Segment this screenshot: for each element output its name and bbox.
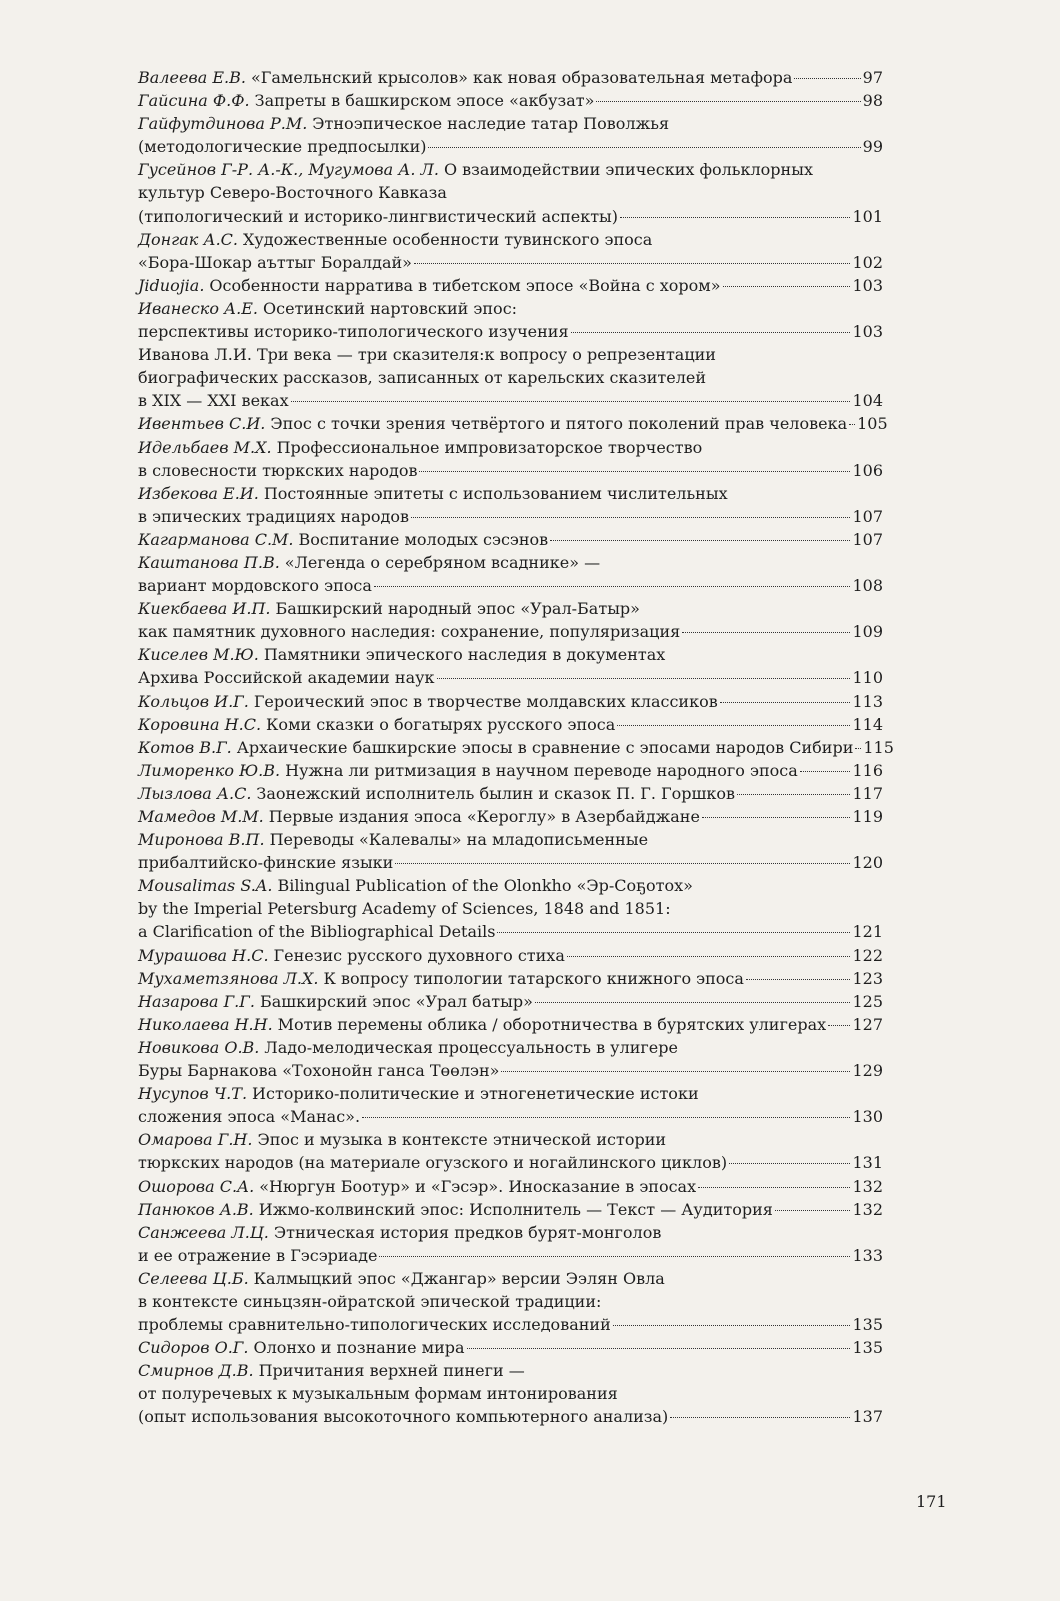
dot-leader [800,771,851,772]
toc-entry [138,274,883,297]
toc-entry-line [138,920,883,943]
toc-entry [138,643,883,689]
toc-entry-line [138,897,883,920]
dot-leader [613,1325,851,1326]
toc-title: «Бора-Шокар аъттыг Боралдай» [138,252,412,272]
toc-page-number: 130 [852,1107,883,1127]
toc-title: проблемы сравнительно-типологических исследований [138,1315,611,1335]
dot-leader [702,817,851,818]
toc-entry [138,528,883,551]
toc-entry [138,1036,883,1082]
toc-author: Смирнов Д.В. [138,1361,254,1381]
toc-entry-line [138,436,883,459]
toc-page-number: 97 [862,68,883,87]
dot-leader [670,1417,850,1418]
toc-entry-line [138,944,883,967]
toc-entry-line [138,690,883,713]
toc-title: Переводы «Калевалы» на младописьменные [269,830,649,850]
toc-author: Каштанова П.В. [138,552,280,572]
toc-entry-line [138,643,883,666]
toc-entry [138,1013,883,1036]
toc-page-number: 135 [852,1315,883,1335]
toc-author: Гусейнов Г-Р. А.-К., Мугумова А. Л. [138,160,439,180]
toc-author: Коровина Н.С. [138,714,262,734]
toc-author: Jiduojia. [138,275,205,295]
toc-title: Олонхо и познание мира [253,1338,465,1358]
dot-leader [746,979,851,980]
dot-leader [682,632,850,633]
toc-entry-line [138,828,883,851]
toc-entry-line [138,389,883,412]
toc-page-number: 103 [852,322,883,342]
toc-page-number: 120 [852,853,883,873]
toc-entry [138,1267,883,1336]
toc-title: Генезис русского духовного стиха [273,945,565,965]
table-of-contents [138,66,894,1429]
toc-entry-line [138,1405,883,1428]
toc-entry-line [138,66,883,89]
toc-entry [138,990,883,1013]
toc-entry-line [138,1105,883,1128]
toc-entry-line [138,1267,883,1290]
toc-entry-line [138,181,883,204]
dot-leader [362,1117,850,1118]
toc-title: Профессиональное импровизаторское творчество [276,437,703,457]
toc-entry-line [138,1013,883,1036]
page-number: 171 [916,1492,947,1511]
toc-entry-line [138,482,883,505]
toc-title: О взаимодействии эпических фольклорных [443,160,813,180]
toc-title: вариант мордовского эпоса [138,576,372,596]
toc-author: Панюков А.В. [138,1199,254,1219]
toc-page-number: 115 [863,737,894,757]
toc-title: перспективы историко-типологического изучения [138,322,569,342]
toc-entry-line [138,320,883,343]
toc-entry-line [138,736,894,759]
toc-entry-line [138,112,883,135]
toc-author: Селеева Ц.Б. [138,1268,249,1288]
toc-entry-line [138,89,883,112]
toc-page-number: 109 [852,622,883,642]
toc-title: Запреты в башкирском эпосе «акбузат» [254,91,595,111]
toc-title: в контексте синьцзян-ойратской эпической традиции: [138,1291,602,1311]
toc-author: Гайсина Ф.Ф. [138,91,250,111]
dot-leader [395,863,850,864]
dot-leader [698,1187,850,1188]
toc-author: Гайфутдинова Р.М. [138,114,308,134]
toc-entry [138,1082,883,1128]
toc-entry [138,412,888,435]
toc-entry-line [138,1198,883,1221]
toc-title: Памятники эпического наследия в документах [263,645,666,665]
toc-entry-line [138,574,883,597]
toc-page-number: 103 [852,275,883,295]
dot-leader [729,1163,850,1164]
dot-leader [855,748,861,749]
dot-leader [379,1256,850,1257]
toc-title: a Clarification of the Bibliographical Details [138,922,496,942]
toc-title: в словесности тюркских народов [138,460,418,480]
toc-title: Постоянные эпитеты с использованием числительных [263,483,728,503]
toc-title: Архива Российской академии наук [138,668,435,688]
toc-entry [138,1128,883,1174]
toc-page-number: 98 [862,91,883,111]
toc-entry [138,874,883,943]
toc-entry-line [138,1082,883,1105]
dot-leader [849,424,855,425]
toc-author: Донгак А.С. [138,229,238,249]
toc-entry-line [138,620,883,643]
toc-page-number: 104 [852,391,883,411]
dot-leader [596,101,860,102]
toc-entry-line [138,1244,883,1267]
dot-leader [497,932,850,933]
toc-entry-line [138,297,883,320]
toc-title: Этническая история предков бурят-монголов [273,1222,662,1242]
toc-entry [138,805,883,828]
toc-author: Валеева Е.В. [138,68,246,87]
toc-entry-line [138,1359,883,1382]
toc-entry [138,713,883,736]
toc-page-number: 137 [852,1407,883,1427]
dot-leader [571,332,851,333]
toc-page-number: 107 [852,529,883,549]
toc-author: Миронова В.П. [138,830,265,850]
dot-leader [414,263,851,264]
toc-title: (типологический и историко-лингвистический аспекты) [138,206,619,226]
toc-entry [138,436,883,482]
toc-title: биографических рассказов, записанных от карельских сказителей [138,368,707,388]
toc-title: Башкирский эпос «Урал батыр» [259,991,533,1011]
toc-title: Мотив перемены облика / оборотничества в бурятских улигерах [277,1014,827,1034]
dot-leader [617,725,850,726]
dot-leader [501,1071,850,1072]
dot-leader [419,471,850,472]
toc-title: Нужна ли ритмизация в научном переводе народного эпоса [285,760,798,780]
toc-page-number: 132 [852,1176,883,1196]
toc-page-number: 125 [852,991,883,1011]
toc-title: и ее отражение в Гэсэриаде [138,1245,378,1265]
toc-entry-line [138,551,883,574]
toc-entry-line [138,805,883,828]
toc-author: Лызлова А.С. [138,783,252,803]
toc-page-number: 117 [852,783,883,803]
toc-title: сложения эпоса «Манас». [138,1107,361,1127]
toc-page-number: 122 [852,945,883,965]
dot-leader [467,1348,851,1349]
toc-page-number: 133 [852,1245,883,1265]
toc-entry-line [138,1221,883,1244]
toc-entry-line [138,1059,883,1082]
dot-leader [828,1025,850,1026]
toc-title: в эпических традициях народов [138,506,410,526]
dot-leader [567,956,851,957]
toc-page-number: 129 [852,1061,883,1081]
toc-entry-line [138,343,883,366]
toc-entry-line [138,1290,883,1313]
toc-entry [138,1336,883,1359]
toc-page-number: 119 [852,807,883,826]
toc-entry [138,1198,883,1221]
toc-author: Мухаметзянова Л.Х. [138,968,319,988]
toc-title: прибалтийско-финские языки [138,853,394,873]
toc-page-number: 101 [852,206,883,226]
toc-author: Идельбаев М.Х. [138,437,272,457]
toc-author: Киселев М.Ю. [138,645,259,665]
toc-title: Этноэпическое наследие татар Поволжья [312,114,670,134]
toc-title: Коми сказки о богатырях русского эпоса [266,714,616,734]
toc-title: К вопросу типологии татарского книжного эпоса [323,968,744,988]
toc-entry-line [138,528,883,551]
toc-title: «Легенда о серебряном всаднике» — [284,552,601,572]
toc-title: от полуречевых к музыкальным формам интонирования [138,1384,618,1404]
toc-title: Архаические башкирские эпосы в сравнение с эпосами народов Сибири [236,737,854,757]
toc-entry-line [138,228,883,251]
toc-title: Эпос и музыка в контексте этнической истории [257,1130,667,1150]
toc-author: Mousalimas S.A. [138,876,273,896]
toc-author: Мамедов М.М. [138,807,264,826]
toc-entry-line [138,782,883,805]
toc-title: Ладо-мелодическая процессуальность в улигере [264,1037,678,1057]
toc-title: Башкирский народный эпос «Урал-Батыр» [275,599,640,619]
toc-entry-line [138,135,883,158]
toc-entry-line [138,1336,883,1359]
toc-entry-line [138,874,883,897]
toc-entry [138,782,883,805]
toc-author: Киекбаева И.П. [138,599,271,619]
toc-entry [138,228,883,274]
toc-title: культур Северо-Восточного Кавказа [138,183,447,203]
toc-entry-line [138,505,883,528]
dot-leader [411,517,850,518]
toc-title: (методологические предпосылки) [138,137,427,157]
toc-page-number: 127 [852,1014,883,1034]
toc-entry [138,1221,883,1267]
toc-author: Кольцов И.Г. [138,691,249,711]
toc-author: Омарова Г.Н. [138,1130,253,1150]
toc-title: «Гамельнский крысолов» как новая образовательная метафора [250,68,793,87]
toc-title: Иванова Л.И. Три века — три сказителя:к вопросу о репрезентации [138,345,716,365]
toc-title: Буры Барнакова «Тохонойн ганса Төөлэн» [138,1061,500,1081]
dot-leader [794,78,860,79]
toc-page-number: 114 [852,714,883,734]
dot-leader [775,1210,851,1211]
toc-title: Эпос с точки зрения четвёртого и пятого поколений прав человека [270,414,848,434]
toc-title: в XIX — XXI веках [138,391,289,411]
toc-page-number: 102 [852,252,883,272]
toc-entry [138,551,883,597]
toc-entry-line [138,967,883,990]
toc-title: «Нюргун Боотур» и «Гэсэр». Иносказание в эпосах [259,1176,697,1196]
toc-entry [138,828,883,874]
dot-leader [437,678,851,679]
toc-entry [138,759,883,782]
toc-entry-line [138,1382,883,1405]
toc-page-number: 113 [852,691,883,711]
toc-entry-line [138,1151,883,1174]
toc-entry-line [138,1128,883,1151]
toc-title: Осетинский нартовский эпос: [263,298,518,318]
toc-entry [138,944,883,967]
toc-entry [138,297,883,343]
toc-entry-line [138,1313,883,1336]
toc-author: Кагарманова С.М. [138,529,294,549]
toc-title: by the Imperial Petersburg Academy of Sciences, 1848 and 1851: [138,899,671,919]
toc-title: Особенности нарратива в тибетском эпосе «Война с хором» [209,275,721,295]
toc-page-number: 99 [862,137,883,157]
toc-title: Причитания верхней пинеги — [258,1361,525,1381]
toc-page-number: 110 [852,668,883,688]
toc-author: Мурашова Н.С. [138,945,269,965]
toc-page-number: 105 [857,414,888,434]
toc-title: Воспитание молодых сэсэнов [298,529,549,549]
toc-author: Назарова Г.Г. [138,991,255,1011]
toc-title: Героический эпос в творчестве молдавских классиков [253,691,718,711]
toc-entry-line [138,412,888,435]
toc-author: Нусупов Ч.Т. [138,1084,248,1104]
dot-leader [620,217,850,218]
toc-entry-line [138,459,883,482]
toc-author: Лиморенко Ю.В. [138,760,281,780]
toc-entry [138,66,883,89]
toc-author: Иванеско А.Е. [138,298,259,318]
toc-page-number: 135 [852,1338,883,1358]
toc-title: Художественные особенности тувинского эпоса [242,229,653,249]
toc-author: Ошорова С.А. [138,1176,255,1196]
toc-page-number: 131 [852,1153,883,1173]
toc-entry [138,89,883,112]
toc-title: тюркских народов (на материале огузского и ногайлинского циклов) [138,1153,728,1173]
toc-entry-line [138,713,883,736]
toc-entry-line [138,251,883,274]
dot-leader [720,702,851,703]
toc-entry [138,1359,883,1428]
toc-entry-line [138,366,883,389]
toc-entry-line [138,205,883,228]
toc-page-number: 132 [852,1199,883,1219]
dot-leader [291,401,851,402]
toc-title: (опыт использования высокоточного компьютерного анализа) [138,1407,669,1427]
toc-page-number: 106 [852,460,883,480]
dot-leader [428,147,860,148]
toc-entry-line [138,597,883,620]
toc-author: Николаева Н.Н. [138,1014,273,1034]
toc-title: как памятник духовного наследия: сохранение, популяризация [138,622,681,642]
dot-leader [550,540,850,541]
toc-entry [138,343,883,412]
toc-author: Санжеева Л.Ц. [138,1222,269,1242]
toc-entry [138,1175,883,1198]
toc-page-number: 108 [852,576,883,596]
toc-entry [138,597,883,643]
toc-entry-line [138,158,883,181]
dot-leader [374,586,851,587]
dot-leader [535,1002,851,1003]
toc-entry-line [138,1175,883,1198]
toc-entry-line [138,990,883,1013]
toc-entry [138,690,883,713]
toc-author: Котов В.Г. [138,737,232,757]
toc-entry-line [138,274,883,297]
toc-title: Историко-политические и этногенетические истоки [252,1084,699,1104]
dot-leader [737,794,850,795]
toc-author: Сидоров О.Г. [138,1338,249,1358]
toc-entry [138,112,883,158]
toc-title: Калмыцкий эпос «Джангар» версии Ээлян Овла [253,1268,665,1288]
dot-leader [723,286,851,287]
toc-page-number: 107 [852,506,883,526]
toc-author: Избекова Е.И. [138,483,259,503]
toc-author: Новикова О.В. [138,1037,260,1057]
toc-entry [138,158,883,227]
toc-entry [138,736,894,759]
toc-entry-line [138,759,883,782]
toc-entry [138,967,883,990]
toc-title: Bilingual Publication of the Olonkho «Эр-Соҕотох» [277,876,693,896]
toc-entry-line [138,666,883,689]
toc-title: Заонежский исполнитель былин и сказок П. Г. Горшков [256,783,735,803]
toc-page-number: 123 [852,968,883,988]
toc-entry-line [138,1036,883,1059]
toc-page-number: 116 [852,760,883,780]
toc-title: Первые издания эпоса «Кероглу» в Азербайджане [268,807,700,826]
toc-page-number: 121 [852,922,883,942]
toc-title: Ижмо-колвинский эпос: Исполнитель — Текст — Аудитория [258,1199,773,1219]
toc-entry-line [138,851,883,874]
toc-entry [138,482,883,528]
toc-author: Ивентьев С.И. [138,414,266,434]
